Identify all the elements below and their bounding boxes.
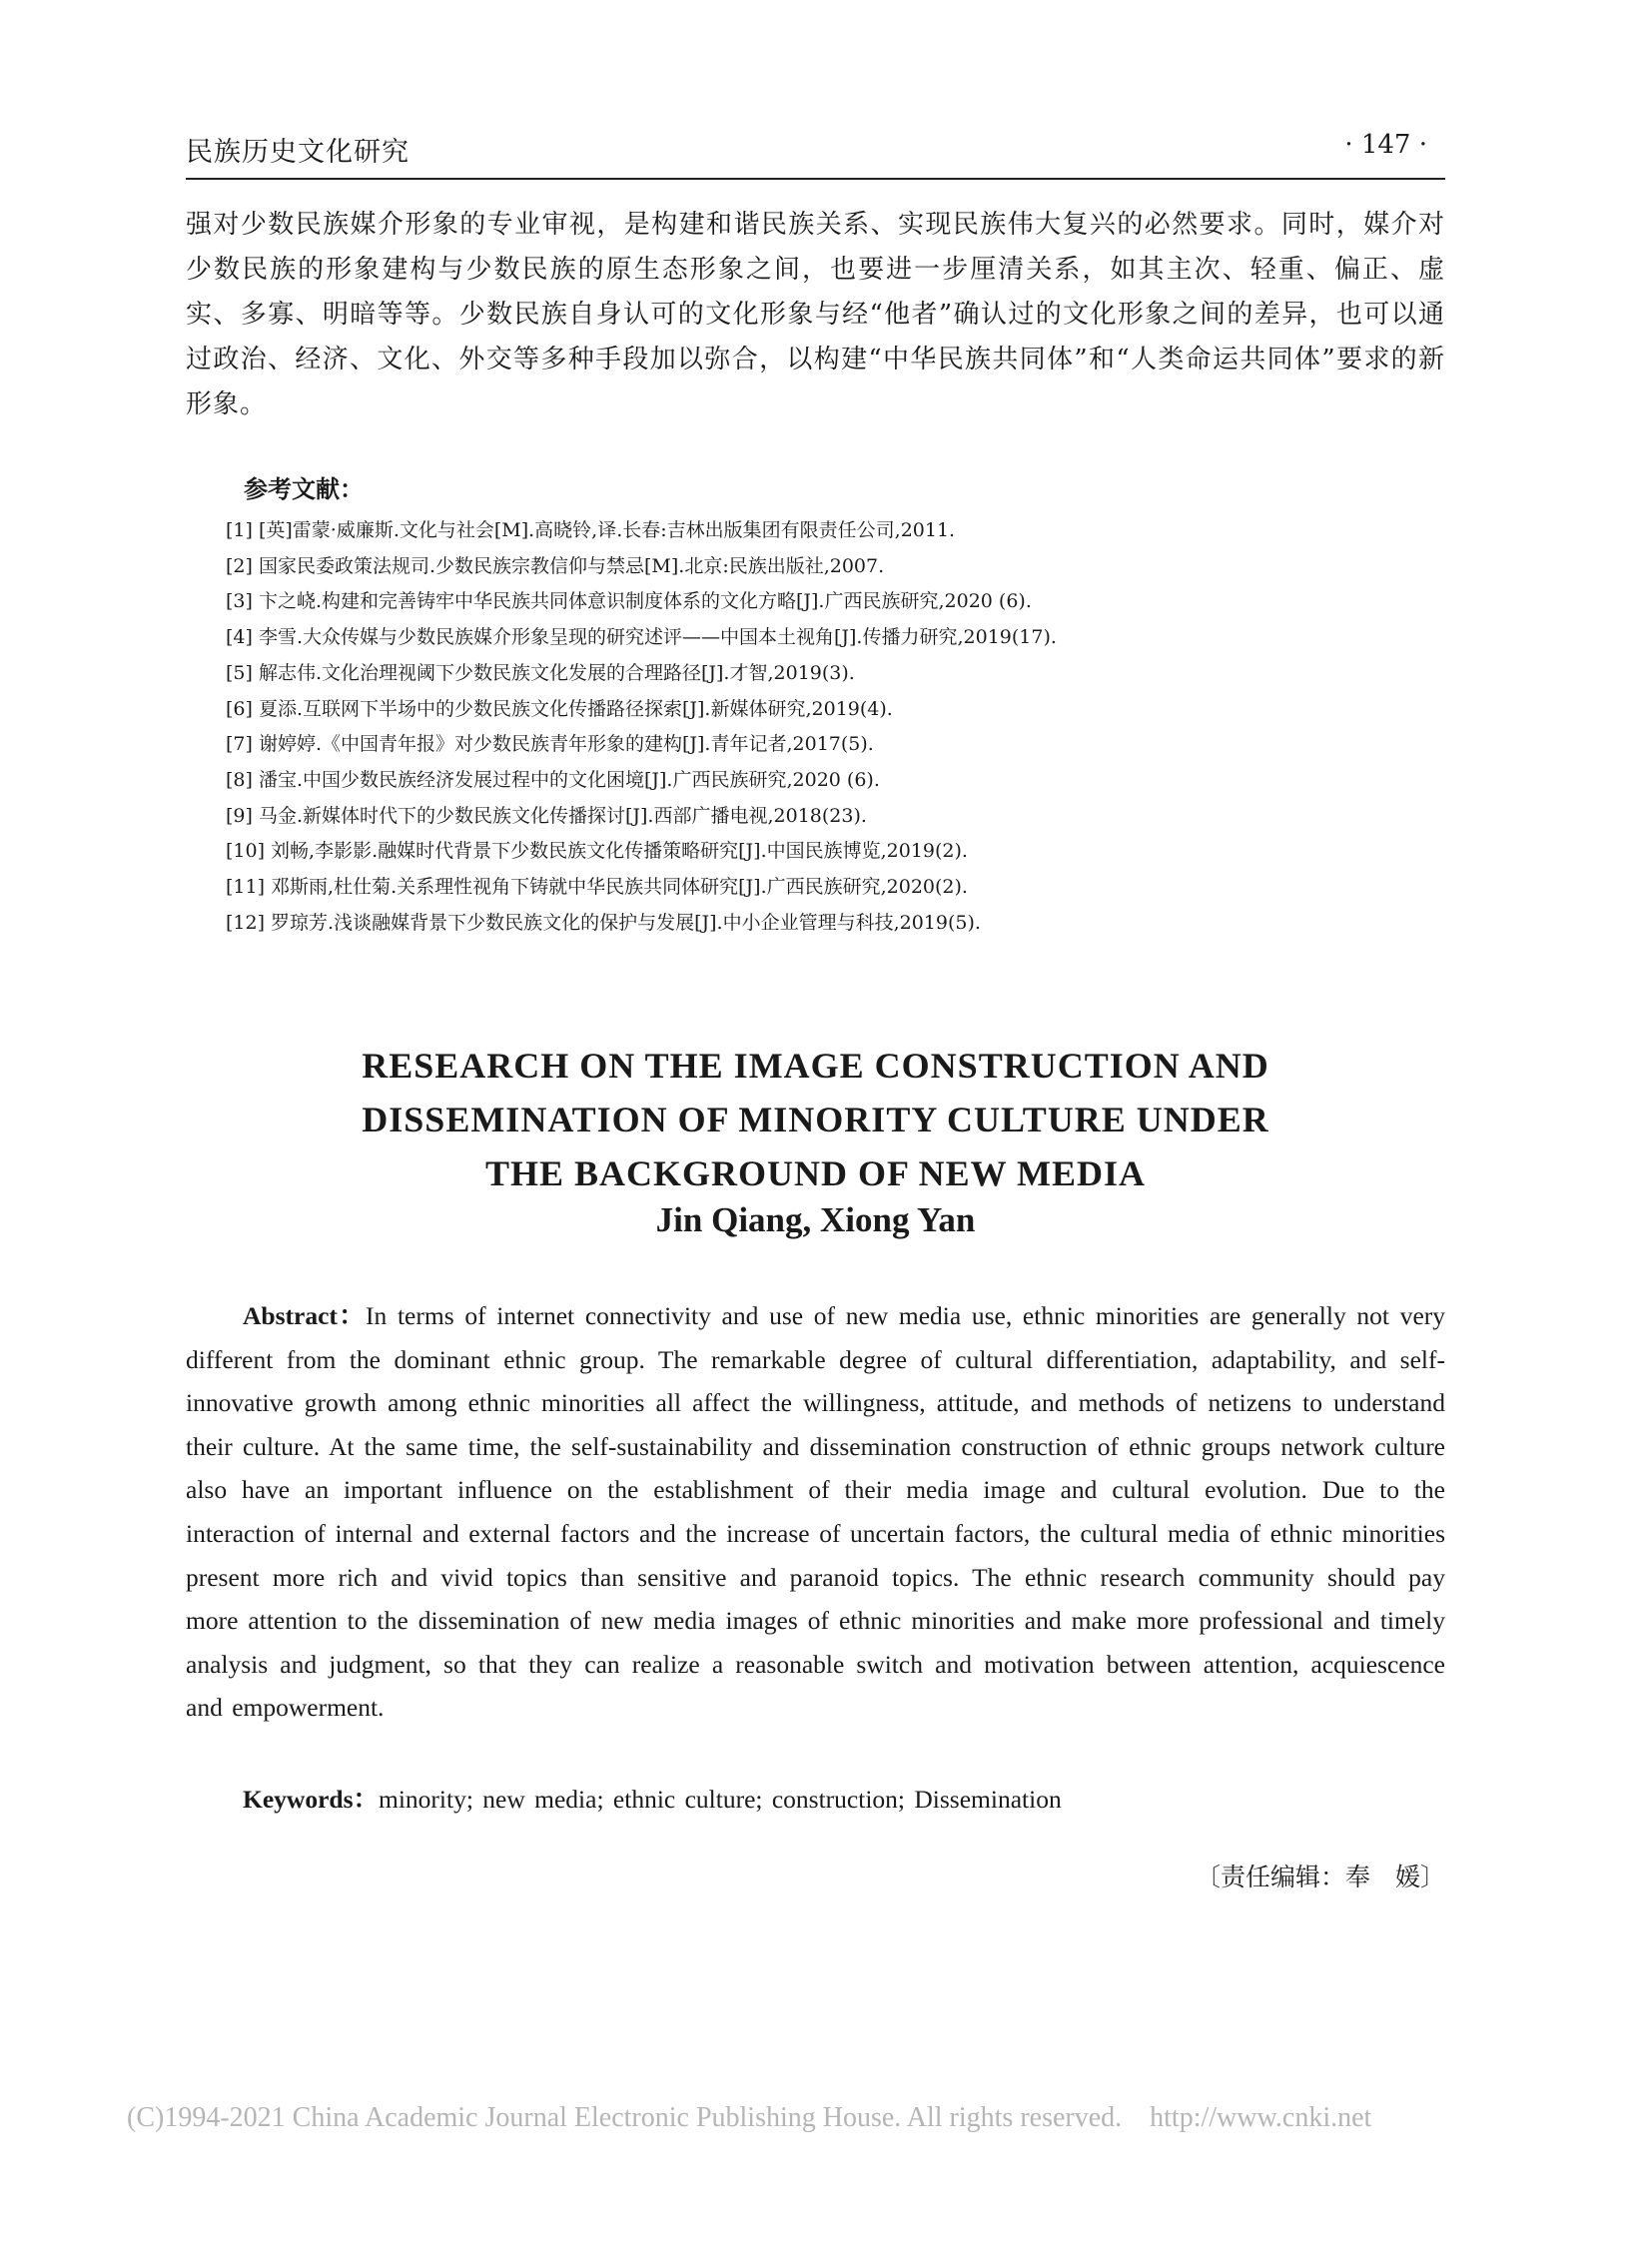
references-list xyxy=(226,513,1445,941)
reference-item: [7] 谢婷婷.《中国青年报》对少数民族青年形象的建构[J].青年记者,2017(5). xyxy=(226,733,874,756)
abstract-text: In terms of internet connectivity and use of new media use, ethnic minorities are generally not very different from the dominant ethnic group. The remarkable degree of cultural differentiation, adaptability, and self-innovative growth among ethnic minorities all affect the willingness, attitude, and methods of netizens to understand their culture. At the same time, the self-sustainability and dissemination construction of ethnic groups network culture also have an important influence on the establishment of their media image and cultural evolution. Due to the interaction of internal and external factors and the increase of uncertain factors, the cultural media of ethnic minorities present more rich and vivid topics than sensitive and paranoid topics. The ethnic research community should pay more attention to the dissemination of new media images of ethnic minorities and make more professional and timely analysis and judgment, so that they can realize a reasonable switch and motivation between attention, acquiescence and empowerment. xyxy=(186,1301,1445,1723)
responsible-editor: 〔责任编辑：奉 媛〕 xyxy=(1195,1863,1445,1891)
english-keywords xyxy=(243,1780,1062,1816)
reference-item: [4] 李雪.大众传媒与少数民族媒介形象呈现的研究述评——中国本土视角[J].传播力研究,2019(17). xyxy=(226,626,1057,649)
keywords-text: minority; new media; ethnic culture; construction; Dissemination xyxy=(379,1785,1062,1814)
references-heading: 参考文献： xyxy=(244,474,364,503)
reference-item: [9] 马金.新媒体时代下的少数民族文化传播探讨[J].西部广播电视,2018(23). xyxy=(226,804,867,827)
reference-item: [6] 夏添.互联网下半场中的少数民族文化传播路径探索[J].新媒体研究,2019(4). xyxy=(226,697,893,720)
keywords-label: Keywords： xyxy=(243,1785,379,1814)
english-title-line: RESEARCH ON THE IMAGE CONSTRUCTION AND xyxy=(362,1046,1269,1086)
reference-item: [11] 邓斯雨,杜仕菊.关系理性视角下铸就中华民族共同体研究[J].广西民族研究,2020(2). xyxy=(226,876,968,899)
english-title xyxy=(186,1039,1445,1200)
footer-url: http://www.cnki.net xyxy=(1150,2102,1372,2133)
copyright-text: (C)1994-2021 China Academic Journal Electronic Publishing House. All rights reserved. xyxy=(127,2102,1123,2133)
english-title-line: DISSEMINATION OF MINORITY CULTURE UNDER xyxy=(362,1100,1269,1139)
page-number: · 147 · xyxy=(1344,130,1427,160)
reference-item: [8] 潘宝.中国少数民族经济发展过程中的文化困境[J].广西民族研究,2020 (6). xyxy=(226,768,880,791)
journal-name: 民族历史文化研究 xyxy=(186,137,410,168)
reference-item: [1] [英]雷蒙·威廉斯.文化与社会[M].高晓铃,译.长春:吉林出版集团有限责任公司,2011. xyxy=(226,519,956,541)
reference-item: [3] 卞之峣.构建和完善铸牢中华民族共同体意识制度体系的文化方略[J].广西民族研究,2020 (6). xyxy=(226,590,1032,613)
copyright-footer xyxy=(127,2102,1371,2134)
reference-item: [10] 刘畅,李影影.融媒时代背景下少数民族文化传播策略研究[J].中国民族博览,2019(2). xyxy=(226,840,968,863)
reference-item: [12] 罗琼芳.浅谈融媒背景下少数民族文化的保护与发展[J].中小企业管理与科技,2019(5). xyxy=(226,911,981,934)
english-abstract xyxy=(186,1294,1445,1730)
english-authors: Jin Qiang, Xiong Yan xyxy=(655,1200,976,1239)
body-text xyxy=(186,203,1445,427)
reference-item: [5] 解志伟.文化治理视阈下少数民族文化发展的合理路径[J].才智,2019(3). xyxy=(226,661,855,684)
running-header xyxy=(186,128,1445,180)
reference-item: [2] 国家民委政策法规司.少数民族宗教信仰与禁忌[M].北京:民族出版社,2007. xyxy=(226,554,885,577)
body-paragraph: 强对少数民族媒介形象的专业审视，是构建和谐民族关系、实现民族伟大复兴的必然要求。同时，媒介对少数民族的形象建构与少数民族的原生态形象之间，也要进一步厘清关系，如其主次、轻重、偏正、虚实、多寡、明暗等等。少数民族自身认可的文化形象与经“他者”确认过的文化形象之间的差异，也可以通过政治、经济、文化、外交等多种手段加以弥合，以构建“中华民族共同体”和“人类命运共同体”要求的新形象。 xyxy=(186,210,1445,419)
english-title-line: THE BACKGROUND OF NEW MEDIA xyxy=(484,1153,1147,1193)
abstract-label: Abstract： xyxy=(243,1301,367,1330)
